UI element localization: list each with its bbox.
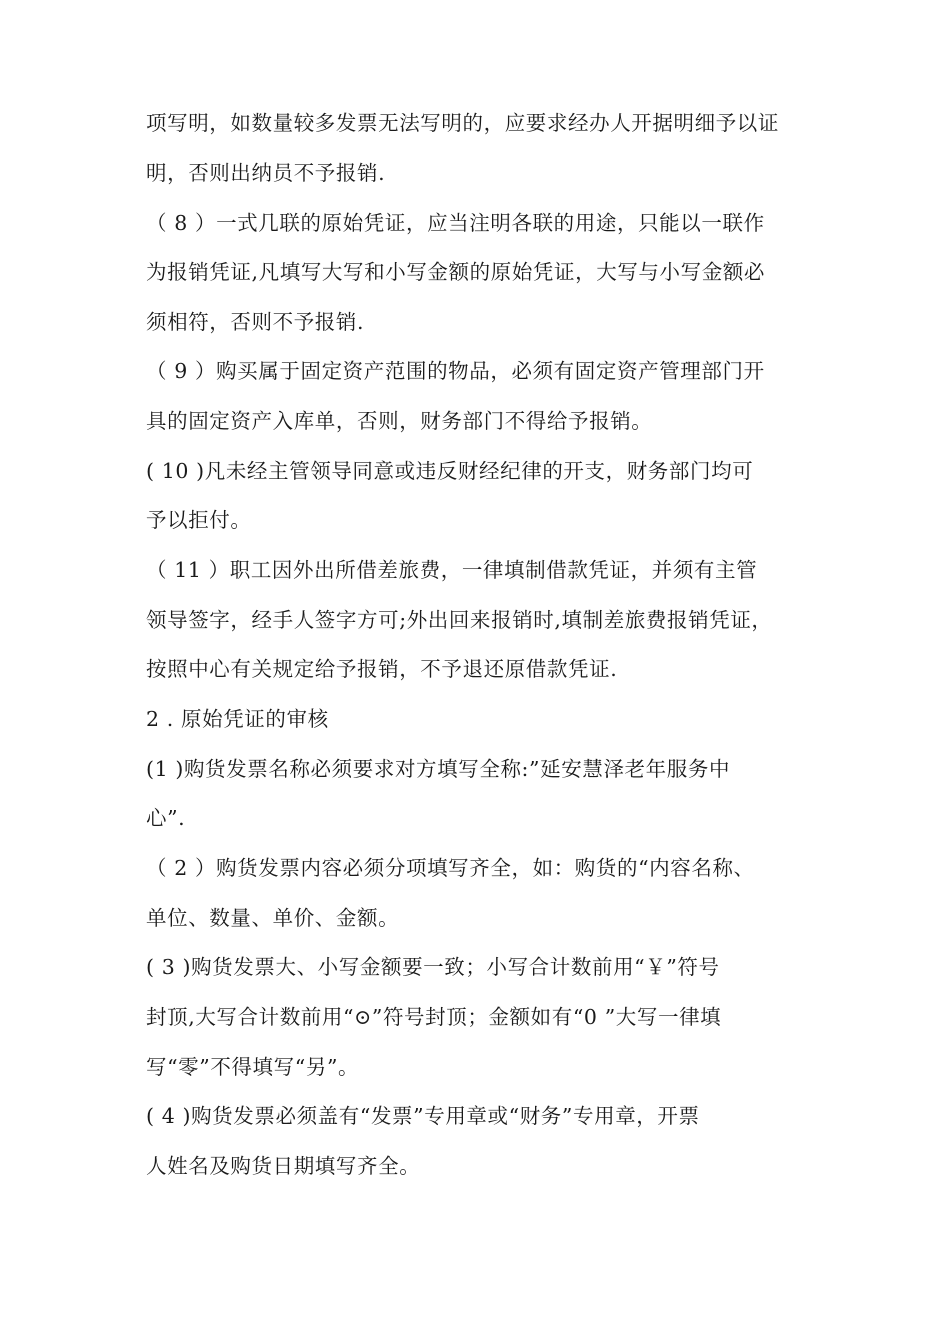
text-line: 予以拒付。 — [146, 508, 252, 532]
text-line: ( 10 )凡未经主管领导同意或违反财经纪律的开支，财务部门均可 — [146, 459, 754, 483]
text-line: 人姓名及购货日期填写齐全。 — [146, 1154, 421, 1178]
text-line: (1 )购货发票名称必须要求对方填写全称:”延安慧泽老年服务中 — [146, 757, 731, 781]
text-line: 单位、数量、单价、金额。 — [146, 906, 400, 930]
text-line: （ 11 ）职工因外出所借差旅费，一律填制借款凭证，并须有主管 — [146, 558, 758, 582]
text-line: （ 2 ）购货发票内容必须分项填写齐全，如：购货的“内容名称、 — [146, 856, 755, 880]
section-heading: 2 . 原始凭证的审核 — [146, 707, 329, 731]
text-line: ( 4 )购货发票必须盖有“发票”专用章或“财务”专用章，开票 — [146, 1104, 700, 1128]
text-line: 项写明，如数量较多发票无法写明的，应要求经办人开据明细予以证 — [146, 111, 779, 135]
text-line: 写“零”不得填写“另”。 — [146, 1055, 360, 1079]
text-line: （ 8 ）一式几联的原始凭证，应当注明各联的用途，只能以一联作 — [146, 211, 765, 235]
text-line: 封顶,大写合计数前用“⊙”符号封顶；金额如有“0 ”大写一律填 — [146, 1005, 722, 1029]
text-line: 为报销凭证,凡填写大写和小写金额的原始凭证，大写与小写金额必 — [146, 260, 766, 284]
text-line: 心”. — [146, 806, 186, 830]
text-line: 按照中心有关规定给予报销，不予退还原借款凭证. — [146, 657, 618, 681]
text-line: 领导签字，经手人签字方可;外出回来报销时,填制差旅费报销凭证， — [146, 608, 773, 632]
text-line: 具的固定资产入库单，否则，财务部门不得给予报销。 — [146, 409, 653, 433]
text-line: ( 3 )购货发票大、小写金额要一致；小写合计数前用“￥”符号 — [146, 955, 720, 979]
text-line: 须相符，否则不予报销. — [146, 310, 365, 334]
text-line: 明，否则出纳员不予报销. — [146, 161, 386, 185]
text-line: （ 9 ）购买属于固定资产范围的物品，必须有固定资产管理部门开 — [146, 359, 765, 383]
